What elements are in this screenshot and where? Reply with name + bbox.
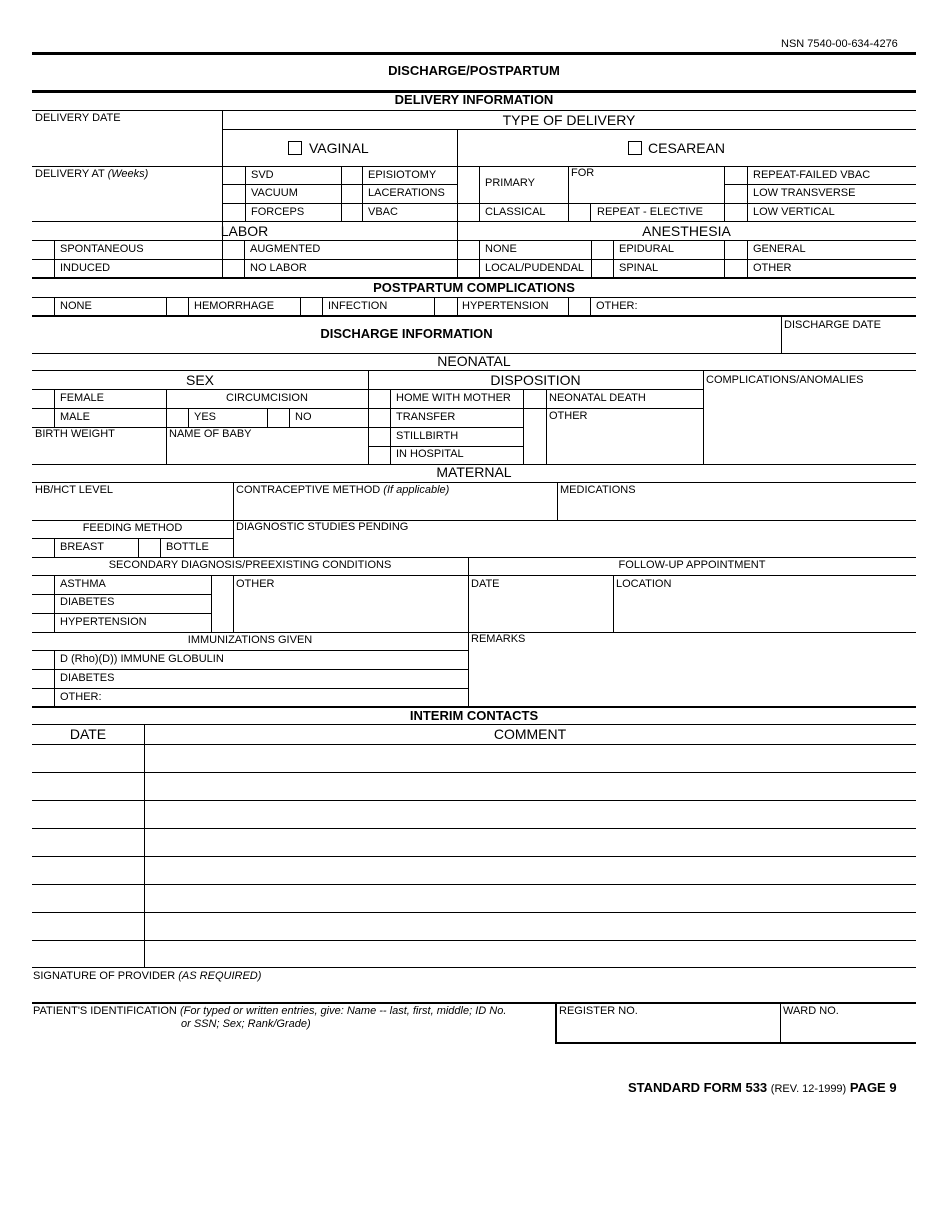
medications-label: MEDICATIONS	[560, 484, 636, 496]
no-labor-label: NO LABOR	[250, 262, 307, 274]
svd-label: SVD	[251, 169, 274, 181]
secondary-diagnosis-label: SECONDARY DIAGNOSIS/PREEXISTING CONDITIONS	[108, 559, 392, 571]
episiotomy-label: EPISIOTOMY	[368, 169, 437, 181]
anesthesia-other-label: OTHER	[753, 262, 792, 274]
local-pudendal-label: LOCAL/PUDENDAL	[485, 262, 585, 274]
female-label: FEMALE	[60, 392, 105, 404]
register-no-label: REGISTER NO.	[559, 1005, 638, 1017]
in-hospital-label: IN HOSPITAL	[396, 448, 464, 460]
delivery-date-label: DELIVERY DATE	[35, 112, 121, 124]
patient-identification-label: PATIENT'S IDENTIFICATION (For typed or written entries, give: Name -- last, first, middle; ID No.	[33, 1005, 507, 1017]
signature-label: SIGNATURE OF PROVIDER (AS REQUIRED)	[33, 970, 262, 982]
forceps-label: FORCEPS	[251, 206, 305, 218]
sex-title: SEX	[185, 372, 214, 388]
neonatal-title: NEONATAL	[437, 353, 511, 369]
cesarean-checkbox[interactable]	[628, 141, 642, 155]
interim-date-header: DATE	[69, 726, 107, 742]
discharge-title: DISCHARGE INFORMATION	[320, 326, 493, 341]
stillbirth-label: STILLBIRTH	[396, 430, 459, 442]
table-row[interactable]	[32, 940, 916, 941]
circ-yes-label: YES	[194, 411, 217, 423]
infection-label: INFECTION	[328, 300, 388, 312]
anesthesia-none-label: NONE	[485, 243, 517, 255]
pp-hypertension-label: HYPERTENSION	[462, 300, 549, 312]
circumcision-label: CIRCUMCISION	[226, 392, 308, 404]
for-label: FOR	[571, 167, 595, 179]
lacerations-label: LACERATIONS	[368, 187, 445, 199]
delivery-section-title: DELIVERY INFORMATION	[394, 92, 554, 107]
diabetes-label: DIABETES	[60, 596, 115, 608]
repeat-elective-label: REPEAT - ELECTIVE	[597, 206, 703, 218]
neonatal-death-label: NEONATAL DEATH	[549, 392, 646, 404]
maternal-title: MATERNAL	[436, 464, 512, 480]
transfer-label: TRANSFER	[396, 411, 456, 423]
postpartum-title: POSTPARTUM COMPLICATIONS	[373, 280, 575, 295]
secondary-other-label: OTHER	[236, 578, 275, 590]
form-footer: STANDARD FORM 533 (REV. 12-1999) PAGE 9	[628, 1080, 897, 1095]
labor-title: LABOR	[220, 223, 269, 239]
remarks-label: REMARKS	[471, 633, 526, 645]
table-row[interactable]	[32, 856, 916, 857]
classical-label: CLASSICAL	[485, 206, 546, 218]
table-row[interactable]	[32, 884, 916, 885]
followup-date-label: DATE	[471, 578, 500, 590]
anesthesia-title: ANESTHESIA	[642, 223, 731, 239]
patient-identification-note: or SSN; Sex; Rank/Grade)	[181, 1018, 311, 1030]
imm-diabetes-label: DIABETES	[60, 672, 115, 684]
general-label: GENERAL	[753, 243, 806, 255]
table-row[interactable]	[32, 828, 916, 829]
induced-label: INDUCED	[60, 262, 111, 274]
table-row[interactable]	[32, 800, 916, 801]
complications-anomalies-label: COMPLICATIONS/ANOMALIES	[706, 374, 864, 386]
imm-other-label: OTHER:	[60, 691, 102, 703]
contraceptive-label: CONTRACEPTIVE METHOD (If applicable)	[236, 484, 450, 496]
spinal-label: SPINAL	[619, 262, 659, 274]
diagnostic-studies-label: DIAGNOSTIC STUDIES PENDING	[236, 521, 409, 533]
rho-immune-globulin-label: D (Rho)(D)) IMMUNE GLOBULIN	[60, 653, 224, 665]
feeding-method-label: FEEDING METHOD	[82, 522, 183, 534]
form-title: DISCHARGE/POSTPARTUM	[388, 63, 560, 78]
immunizations-label: IMMUNIZATIONS GIVEN	[187, 634, 313, 646]
pp-none-label: NONE	[60, 300, 92, 312]
vbac-label: VBAC	[368, 206, 398, 218]
table-row[interactable]	[32, 772, 916, 773]
hemorrhage-label: HEMORRHAGE	[194, 300, 275, 312]
primary-label: PRIMARY	[485, 177, 535, 189]
cesarean-label: CESAREAN	[648, 140, 726, 156]
hypertension-label: HYPERTENSION	[60, 616, 147, 628]
table-row[interactable]	[32, 912, 916, 913]
delivery-at-label: DELIVERY AT (Weeks)	[35, 168, 149, 180]
nsn-number: NSN 7540-00-634-4276	[781, 38, 898, 50]
disposition-other-label: OTHER	[549, 410, 588, 422]
ward-no-label: WARD NO.	[783, 1005, 839, 1017]
breast-label: BREAST	[60, 541, 105, 553]
followup-appointment-label: FOLLOW-UP APPOINTMENT	[618, 559, 766, 571]
followup-location-label: LOCATION	[616, 578, 672, 590]
discharge-date-label: DISCHARGE DATE	[784, 319, 881, 331]
asthma-label: ASTHMA	[60, 578, 106, 590]
low-transverse-label: LOW TRANSVERSE	[753, 187, 856, 199]
disposition-title: DISPOSITION	[490, 372, 581, 388]
repeat-failed-vbac-label: REPEAT-FAILED VBAC	[753, 169, 871, 181]
spontaneous-label: SPONTANEOUS	[60, 243, 144, 255]
circ-no-label: NO	[295, 411, 312, 423]
low-vertical-label: LOW VERTICAL	[753, 206, 835, 218]
interim-contacts-title: INTERIM CONTACTS	[409, 708, 539, 723]
vacuum-label: VACUUM	[251, 187, 298, 199]
vaginal-checkbox[interactable]	[288, 141, 302, 155]
bottle-label: BOTTLE	[166, 541, 209, 553]
type-of-delivery-label: TYPE OF DELIVERY	[502, 112, 636, 128]
hb-hct-label: HB/HCT LEVEL	[35, 484, 114, 496]
pp-other-label: OTHER:	[596, 300, 638, 312]
vaginal-label: VAGINAL	[309, 140, 369, 156]
name-of-baby-label: NAME OF BABY	[169, 428, 252, 440]
augmented-label: AUGMENTED	[250, 243, 321, 255]
home-with-mother-label: HOME WITH MOTHER	[396, 392, 511, 404]
male-label: MALE	[60, 411, 90, 423]
interim-comment-header: COMMENT	[493, 726, 567, 742]
birth-weight-label: BIRTH WEIGHT	[35, 428, 115, 440]
epidural-label: EPIDURAL	[619, 243, 675, 255]
